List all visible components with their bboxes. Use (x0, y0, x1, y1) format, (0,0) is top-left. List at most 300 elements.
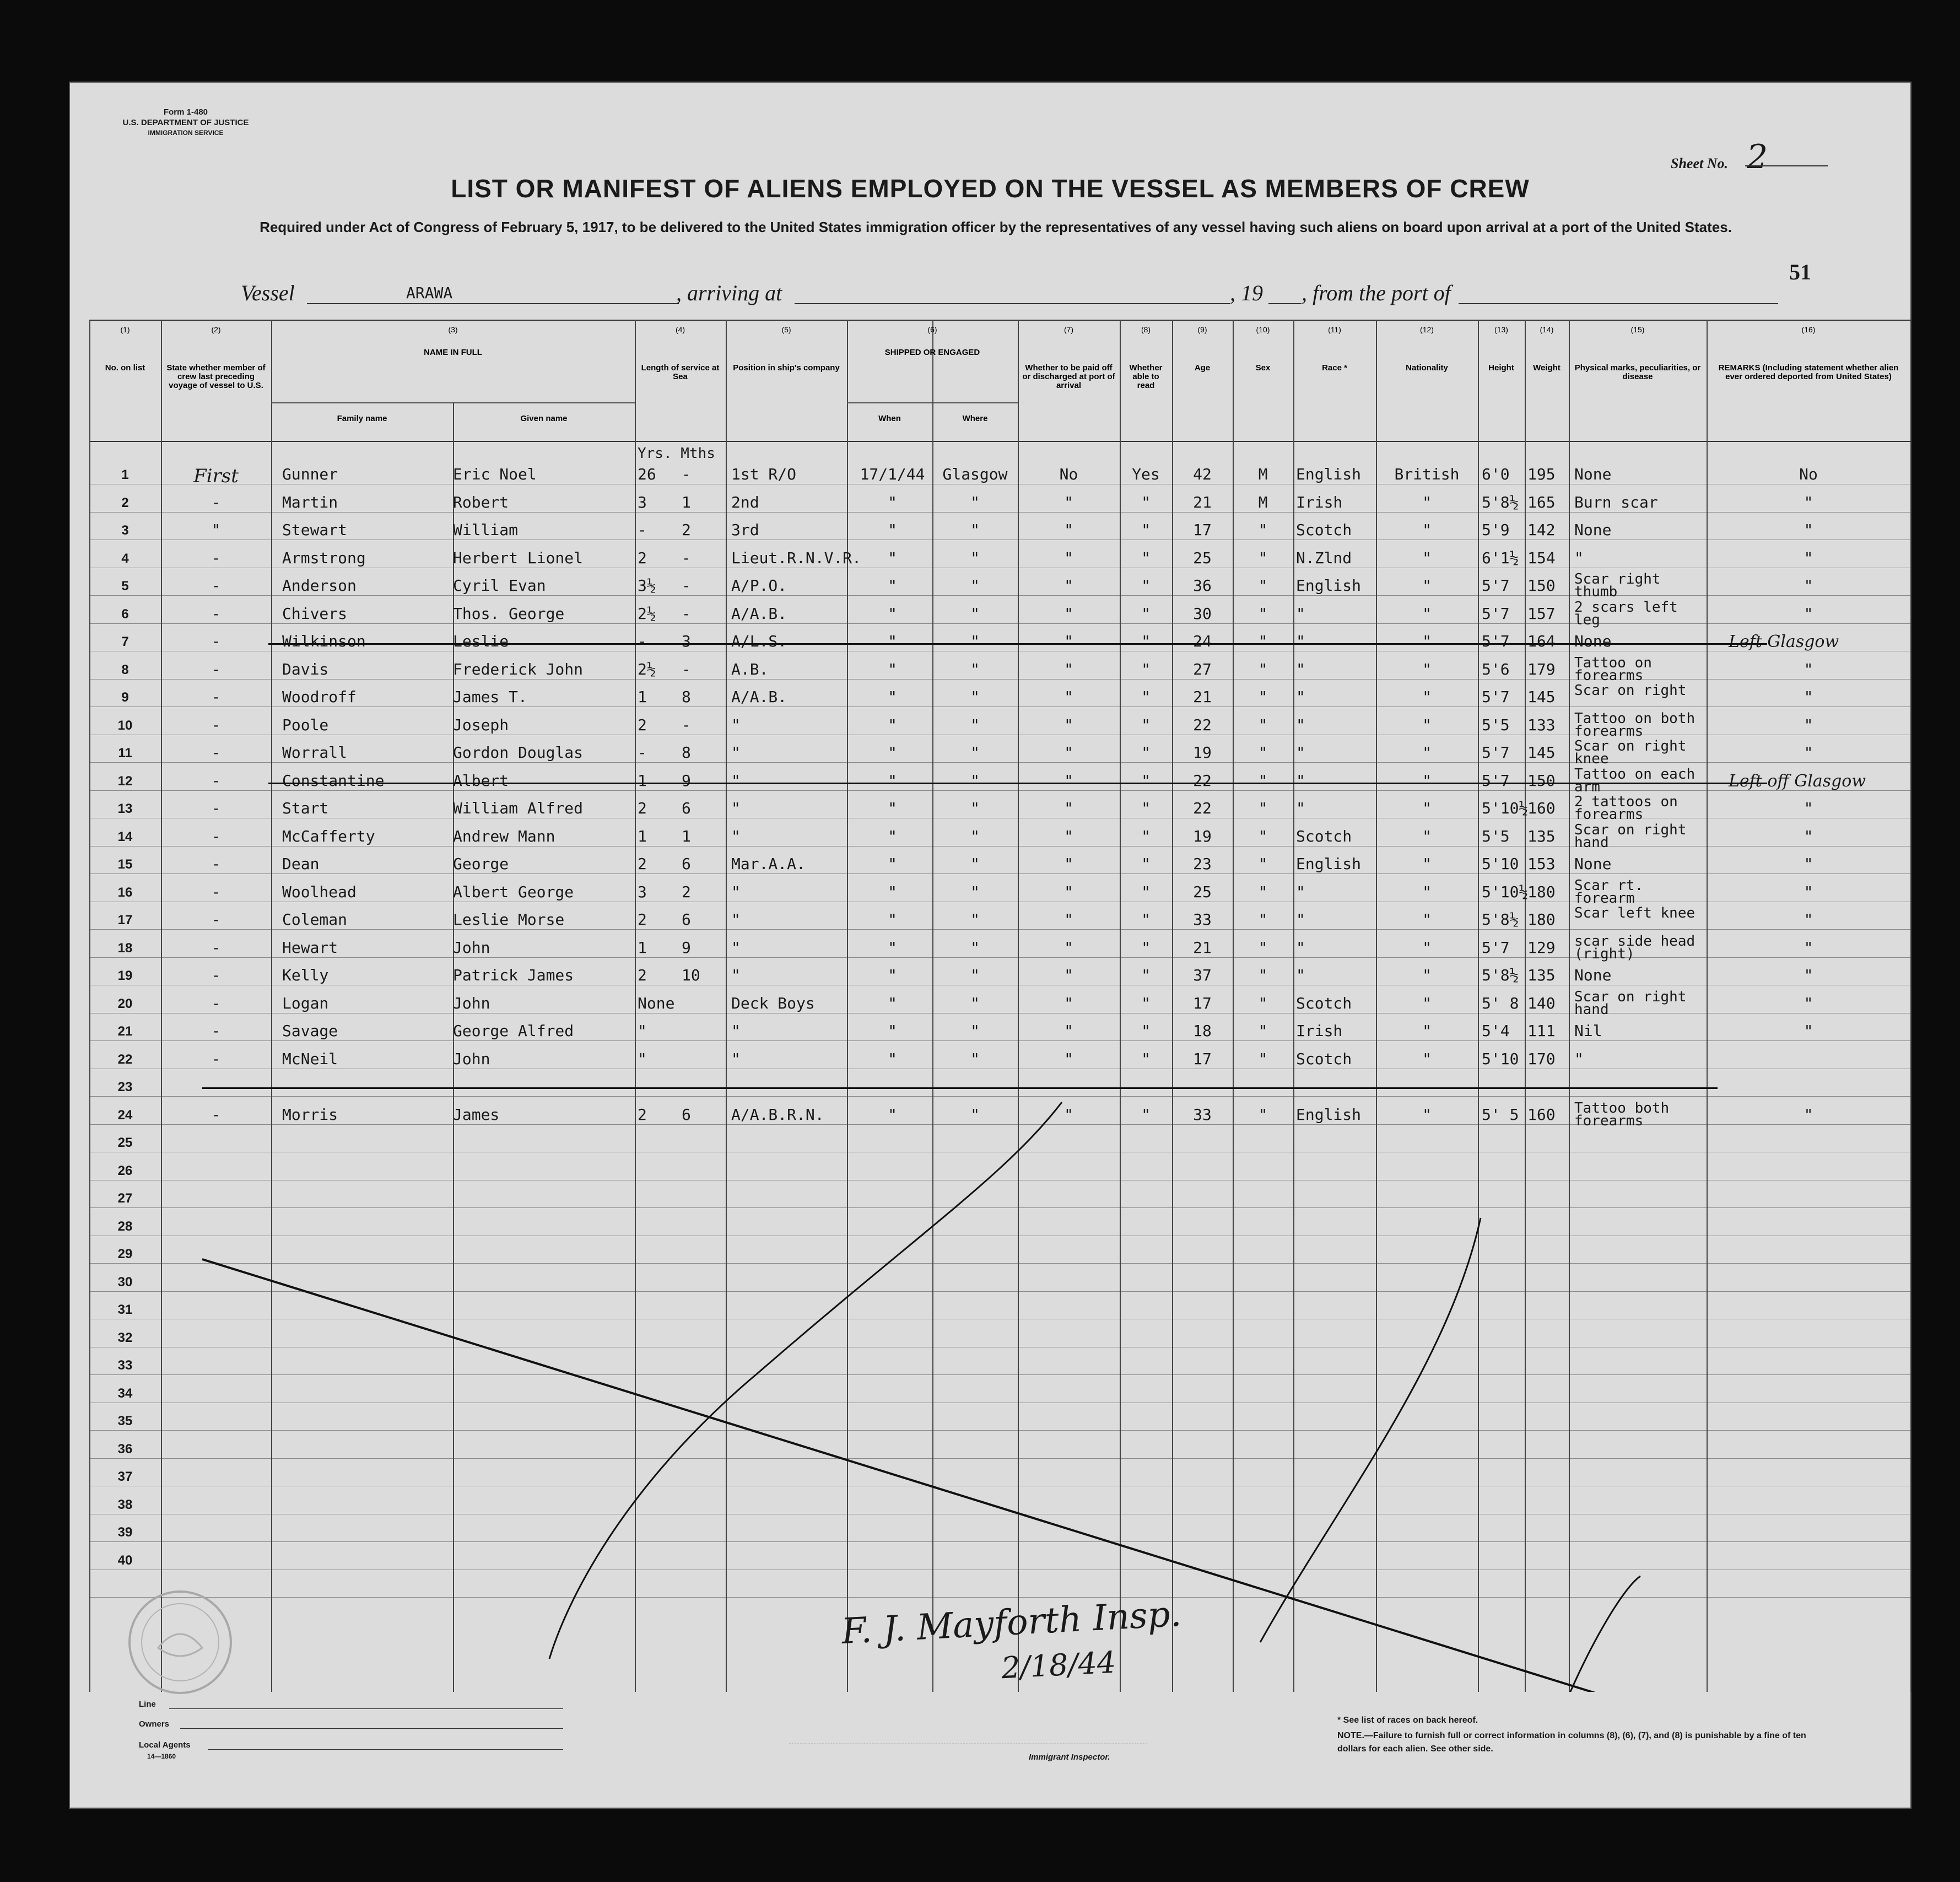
cell-yrs: 1 (638, 771, 647, 790)
cell-weight: 133 (1527, 715, 1556, 734)
cell-family: Gunner (282, 465, 338, 483)
column-header: Weight (1533, 363, 1561, 373)
cell-height: 5'7 (1482, 938, 1510, 957)
cell-weight: 180 (1527, 910, 1556, 929)
cell-read: " (1141, 632, 1151, 650)
cell-mths: - (682, 548, 691, 567)
row-number: 22 (117, 1051, 133, 1067)
cell-prev: - (211, 1022, 221, 1040)
cell-given: James T. (453, 688, 527, 706)
cell-nat: " (1422, 715, 1432, 734)
cell-position: Lieut.R.N.V.R. (731, 548, 862, 567)
cell-when: " (888, 966, 897, 984)
column-number: (2) (211, 325, 221, 334)
cell-nat: " (1422, 493, 1432, 511)
cell-weight: 150 (1527, 576, 1556, 595)
sheet-number-block (1671, 138, 1768, 176)
cell-sex: " (1258, 966, 1268, 984)
cell-where: " (970, 743, 980, 762)
cell-marks: Scar on right hand (1574, 988, 1687, 1018)
cell-read: " (1141, 1049, 1151, 1068)
cell-weight: 142 (1527, 521, 1556, 539)
cell-race: Irish (1296, 493, 1343, 511)
cancellation-strokes (70, 320, 1910, 1692)
sheet-label: Sheet No. (1671, 155, 1728, 171)
cell-mths: 9 (682, 771, 691, 790)
row-number: 21 (117, 1024, 133, 1039)
cell-paid: " (1064, 660, 1073, 678)
row-number: 24 (117, 1107, 133, 1123)
cell-given: Joseph (453, 715, 509, 734)
cell-age: 17 (1193, 1049, 1212, 1068)
cell-weight: 160 (1527, 1105, 1556, 1124)
cell-weight: 145 (1527, 688, 1556, 706)
cell-when: " (888, 855, 897, 873)
cell-height: 6'1½ (1482, 548, 1519, 567)
cell-where: " (970, 966, 980, 984)
cell-family: Dean (282, 855, 320, 873)
cell-sex: " (1258, 632, 1268, 650)
cell-when: " (888, 771, 897, 790)
row-number: 34 (117, 1385, 133, 1401)
cell-height: 5'8½ (1482, 966, 1519, 984)
column-header: Whether able to read (1129, 363, 1163, 390)
cell-mths: - (682, 465, 691, 483)
cell-when: " (888, 1022, 897, 1040)
cell-race: " (1296, 688, 1305, 706)
cell-mths: 2 (682, 882, 691, 901)
row-number: 16 (117, 885, 133, 900)
cell-race: " (1296, 743, 1305, 762)
cell-family: Logan (282, 994, 329, 1012)
cell-read: " (1141, 1105, 1151, 1124)
page-number: 51 (1789, 260, 1811, 284)
cell-family: Armstrong (282, 548, 366, 567)
column-number: (7) (1063, 325, 1074, 334)
cell-remarks: No (1799, 465, 1818, 483)
cell-age: 42 (1193, 465, 1212, 483)
row-number: 14 (117, 829, 133, 844)
column-number: (1) (120, 325, 130, 334)
cell-yrs: 2 (638, 715, 647, 734)
cell-sex: " (1258, 576, 1268, 595)
column-header: NAME IN FULL (424, 348, 482, 357)
cell-prev: - (211, 548, 221, 567)
cell-mths: 2 (682, 521, 691, 539)
cell-where: " (970, 910, 980, 929)
cell-age: 27 (1193, 660, 1212, 678)
cell-family: Chivers (282, 604, 348, 623)
cell-family: Worrall (282, 743, 348, 762)
cell-sex: " (1258, 799, 1268, 817)
row-number: 25 (117, 1135, 133, 1150)
cell-marks: Scar on right hand (1574, 821, 1687, 851)
row-number: 1 (121, 467, 129, 482)
row-number: 35 (117, 1414, 133, 1428)
cell-given: Robert (453, 493, 509, 511)
cell-nat: " (1422, 548, 1432, 567)
cell-position: Mar.A.A. (731, 855, 806, 873)
cell-weight: 195 (1527, 465, 1556, 483)
vessel-name: ARAWA (406, 284, 453, 302)
row-number: 4 (121, 551, 129, 566)
cell-weight: 153 (1527, 855, 1556, 873)
cell-given: John (453, 938, 490, 957)
cell-position: 2nd (731, 493, 759, 511)
cell-paid: " (1064, 966, 1073, 984)
cell-read: " (1141, 576, 1151, 595)
cell-family: McNeil (282, 1049, 338, 1068)
cell-marks: None (1574, 855, 1612, 873)
cell-when: " (888, 938, 897, 957)
cell-marks: None (1574, 521, 1612, 539)
column-header: Position in ship's company (733, 363, 840, 373)
cell-when: " (888, 548, 897, 567)
cell-marks: " (1574, 1049, 1584, 1068)
cell-when: " (888, 521, 897, 539)
column-number: (10) (1256, 325, 1270, 334)
cell-height: 5'6 (1482, 660, 1510, 678)
cell-weight: 129 (1527, 938, 1556, 957)
cell-nat: " (1422, 855, 1432, 873)
cell-nat: " (1422, 521, 1432, 539)
cell-sex: " (1258, 994, 1268, 1012)
cell-nat: " (1422, 1049, 1432, 1068)
cell-sex: " (1258, 604, 1268, 623)
cell-height: 5'7 (1482, 632, 1510, 650)
cell-paid: " (1064, 994, 1073, 1012)
row-number: 37 (117, 1469, 133, 1484)
cell-when: " (888, 493, 897, 511)
cell-when: " (888, 632, 897, 650)
cell-prev: - (211, 994, 221, 1012)
column-header: Age (1194, 363, 1211, 373)
cell-prev: - (211, 660, 221, 678)
cell-sex: M (1258, 465, 1268, 483)
cell-where: " (970, 660, 980, 678)
cell-read: Yes (1132, 465, 1160, 483)
row-number: 9 (121, 690, 129, 705)
cell-family: Hewart (282, 938, 338, 957)
cell-where: " (970, 827, 980, 845)
cell-position: " (731, 715, 741, 734)
cell-height: 5'8½ (1482, 910, 1519, 929)
cell-where: " (970, 799, 980, 817)
row-number: 8 (121, 662, 129, 677)
cell-read: " (1141, 994, 1151, 1012)
cell-read: " (1141, 604, 1151, 623)
column-header: Height (1488, 363, 1514, 373)
cell-weight: 164 (1527, 632, 1556, 650)
cell-height: 5'7 (1482, 576, 1510, 595)
cell-yrs: 3½ (638, 576, 656, 595)
cell-given: Thos. George (453, 604, 565, 623)
pen-stroke (1563, 1576, 1640, 1692)
cell-marks: None (1574, 465, 1612, 483)
cell-position: " (731, 1049, 741, 1068)
row-number: 19 (117, 968, 133, 983)
cell-nat: " (1422, 604, 1432, 623)
cell-mths: 1 (682, 493, 691, 511)
cell-prev: - (211, 493, 221, 511)
row-number: 23 (117, 1080, 133, 1094)
local-agents-label: Local Agents (139, 1740, 191, 1750)
cell-remarks: " (1804, 1105, 1813, 1124)
column-number: (3) (448, 325, 458, 334)
cell-weight: 165 (1527, 493, 1556, 511)
cell-height: 5'9 (1482, 521, 1510, 539)
cell-race: " (1296, 771, 1305, 790)
cell-given: Albert (453, 771, 509, 790)
manifest-sheet (69, 82, 1912, 1809)
cell-prev: - (211, 799, 221, 817)
cell-position: A/A.B.R.N. (731, 1105, 824, 1124)
cell-position: A/A.B. (731, 604, 787, 623)
cell-sex: " (1258, 688, 1268, 706)
cell-where: " (970, 938, 980, 957)
cell-paid: " (1064, 855, 1073, 873)
cell-yrs: - (638, 632, 647, 650)
cell-sex: " (1258, 1049, 1268, 1068)
cell-yrs: 1 (638, 938, 647, 957)
column-number: (13) (1494, 325, 1508, 334)
line-underline (169, 1708, 563, 1709)
cell-height: 5'4 (1482, 1022, 1510, 1040)
cell-read: " (1141, 493, 1151, 511)
pen-stroke (549, 1102, 1062, 1659)
cell-given: Albert George (453, 882, 574, 901)
cell-prev: - (211, 1049, 221, 1068)
row-number: 39 (117, 1525, 133, 1540)
column-header: Sex (1255, 363, 1271, 373)
cell-height: 5'7 (1482, 771, 1510, 790)
cell-race: Scotch (1296, 521, 1352, 539)
cell-remarks: " (1804, 938, 1813, 957)
cell-when: " (888, 715, 897, 734)
cell-prev: - (211, 966, 221, 984)
cell-where: " (970, 771, 980, 790)
cell-remarks: " (1804, 493, 1813, 511)
cell-where: " (970, 521, 980, 539)
cell-age: 30 (1193, 604, 1212, 623)
cell-when: " (888, 576, 897, 595)
cell-where: " (970, 1022, 980, 1040)
cell-family: Wilkinson (282, 632, 366, 650)
cell-mths: - (682, 715, 691, 734)
cell-sex: M (1258, 493, 1268, 511)
cell-yrs: 2 (638, 966, 647, 984)
cell-remarks: " (1804, 604, 1813, 623)
cell-race: " (1296, 799, 1305, 817)
cell-age: 24 (1193, 632, 1212, 650)
cell-mths: 6 (682, 855, 691, 873)
column-number: (8) (1141, 325, 1151, 334)
row-number: 38 (117, 1497, 133, 1512)
cell-given: George (453, 855, 509, 873)
cell-age: 25 (1193, 548, 1212, 567)
cell-height: 5'7 (1482, 688, 1510, 706)
cell-paid: " (1064, 827, 1073, 845)
cell-mths: 1 (682, 827, 691, 845)
column-header: No. on list (105, 363, 145, 373)
cell-race: " (1296, 966, 1305, 984)
cell-age: 37 (1193, 966, 1212, 984)
cell-read: " (1141, 715, 1151, 734)
column-header: REMARKS (Including statement whether alien ever ordered deported from United States) (1718, 363, 1899, 381)
cell-remarks: Left Glasgow (1729, 632, 1839, 651)
row-number: 11 (118, 746, 132, 761)
cell-position: " (731, 799, 741, 817)
cell-prev: - (211, 632, 221, 650)
cell-race: English (1296, 465, 1362, 483)
cell-yrs: None (638, 994, 675, 1012)
column-header: SHIPPED OR ENGAGED (884, 348, 980, 357)
cell-yrs: 1 (638, 827, 647, 845)
cell-weight: 170 (1527, 1049, 1556, 1068)
cell-sex: " (1258, 910, 1268, 929)
cell-paid: " (1064, 632, 1073, 650)
cell-race: " (1296, 632, 1305, 650)
row-number: 27 (117, 1191, 133, 1206)
cell-given: Frederick John (453, 660, 584, 678)
cell-read: " (1141, 855, 1151, 873)
cell-given: John (453, 1049, 490, 1068)
cell-paid: No (1059, 465, 1078, 483)
cell-position: A/L.S. (731, 632, 787, 650)
cell-family: Woodroff (282, 688, 357, 706)
column-number: (9) (1197, 325, 1207, 334)
immigrant-inspector-label: Immigrant Inspector. (1029, 1752, 1110, 1762)
cell-nat: " (1422, 743, 1432, 762)
cell-mths: 9 (682, 938, 691, 957)
cell-given: John (453, 994, 490, 1012)
cell-when: " (888, 882, 897, 901)
cell-given: Gordon Douglas (453, 743, 584, 762)
cell-sex: " (1258, 548, 1268, 567)
column-rule (1910, 320, 1912, 1692)
cell-given: George Alfred (453, 1022, 574, 1040)
cell-marks: Nil (1574, 1022, 1602, 1040)
from-port-underline (1459, 303, 1778, 304)
sheet-number: 2 (1747, 138, 1768, 176)
cell-remarks: " (1804, 715, 1813, 734)
cell-when: 17/1/44 (860, 465, 925, 483)
cell-mths: 6 (682, 1105, 691, 1124)
agents-underline (208, 1749, 563, 1750)
cell-when: " (888, 910, 897, 929)
cell-where: " (970, 882, 980, 901)
cell-family: Savage (282, 1022, 338, 1040)
cell-marks: Burn scar (1574, 493, 1658, 511)
column-subheader: Family name (337, 414, 387, 423)
cell-weight: 135 (1527, 827, 1556, 845)
form-number: Form 1-480 (163, 107, 208, 117)
penalty-note: NOTE.—Failure to furnish full or correct information in columns (8), (6), (7), and (8) is punishable by a fine of ten dollars for each alien. See other side. (1337, 1731, 1806, 1754)
cell-position: " (731, 771, 741, 790)
row-number: 7 (121, 634, 129, 649)
cell-yrs: 2 (638, 799, 647, 817)
form-identifier (103, 107, 268, 138)
cell-paid: " (1064, 938, 1073, 957)
cell-yrs: 2½ (638, 660, 656, 678)
row-number: 28 (117, 1218, 133, 1234)
cell-height: 5' 5 (1482, 1105, 1519, 1124)
cell-race: " (1296, 604, 1305, 623)
cell-yrs: 2½ (638, 604, 656, 623)
cell-when: " (888, 1105, 897, 1124)
cell-nat: " (1422, 994, 1432, 1012)
cell-marks: Tattoo on forearms (1574, 654, 1652, 684)
column-header: Length of service at Sea (641, 363, 720, 381)
cell-family: Woolhead (282, 882, 357, 901)
cell-given: Leslie (453, 632, 509, 650)
owners-underline (180, 1728, 563, 1729)
cell-age: 25 (1193, 882, 1212, 901)
cell-age: 22 (1193, 771, 1212, 790)
cell-read: " (1141, 771, 1151, 790)
row-number: 18 (117, 940, 133, 956)
cell-position: " (731, 882, 741, 901)
column-number: (6) (927, 325, 937, 334)
row-number: 20 (117, 996, 133, 1011)
cell-paid: " (1064, 576, 1073, 595)
cell-prev: - (211, 743, 221, 762)
cell-family: Poole (282, 715, 329, 734)
column-number: (5) (781, 325, 791, 334)
row-number: 12 (117, 773, 133, 789)
cell-yrs: 1 (638, 688, 647, 706)
cell-sex: " (1258, 855, 1268, 873)
cell-remarks: " (1804, 799, 1813, 817)
row-number: 26 (117, 1163, 133, 1178)
cell-paid: " (1064, 882, 1073, 901)
cell-read: " (1141, 827, 1151, 845)
cell-where: " (970, 493, 980, 511)
cell-height: 5' 8 (1482, 994, 1519, 1012)
cell-prev: - (211, 688, 221, 706)
cell-age: 23 (1193, 855, 1212, 873)
cell-when: " (888, 743, 897, 762)
cell-where: " (970, 994, 980, 1012)
cell-prev: - (211, 910, 221, 929)
cell-read: " (1141, 882, 1151, 901)
cell-marks: Tattoo on each arm (1574, 765, 1696, 795)
cell-paid: " (1064, 771, 1073, 790)
page-title: LIST OR MANIFEST OF ALIENS EMPLOYED ON THE VESSEL AS MEMBERS OF CREW (451, 174, 1530, 203)
cell-family: Kelly (282, 966, 329, 984)
cell-race: Scotch (1296, 827, 1352, 845)
cell-position: " (731, 827, 741, 845)
cell-family: Davis (282, 660, 329, 678)
cell-where: " (970, 1049, 980, 1068)
department-seal (125, 1587, 235, 1697)
cell-yrs: " (638, 1049, 647, 1068)
row-number: 17 (117, 913, 133, 927)
form-code: 14—1860 (147, 1752, 176, 1760)
cell-race: " (1296, 715, 1305, 734)
column-number: (4) (675, 325, 685, 334)
cell-mths: 6 (682, 910, 691, 929)
row-number: 6 (121, 606, 129, 622)
cell-family: Martin (282, 493, 338, 511)
cell-prev: - (211, 827, 221, 845)
cell-position: A.B. (731, 660, 769, 678)
cell-race: English (1296, 855, 1362, 873)
inspector-signature: F. J. Mayforth Insp. (840, 1593, 1183, 1653)
cell-paid: " (1064, 1105, 1073, 1124)
year-label: , 19 (1230, 281, 1263, 305)
cell-prev: First (193, 465, 239, 487)
